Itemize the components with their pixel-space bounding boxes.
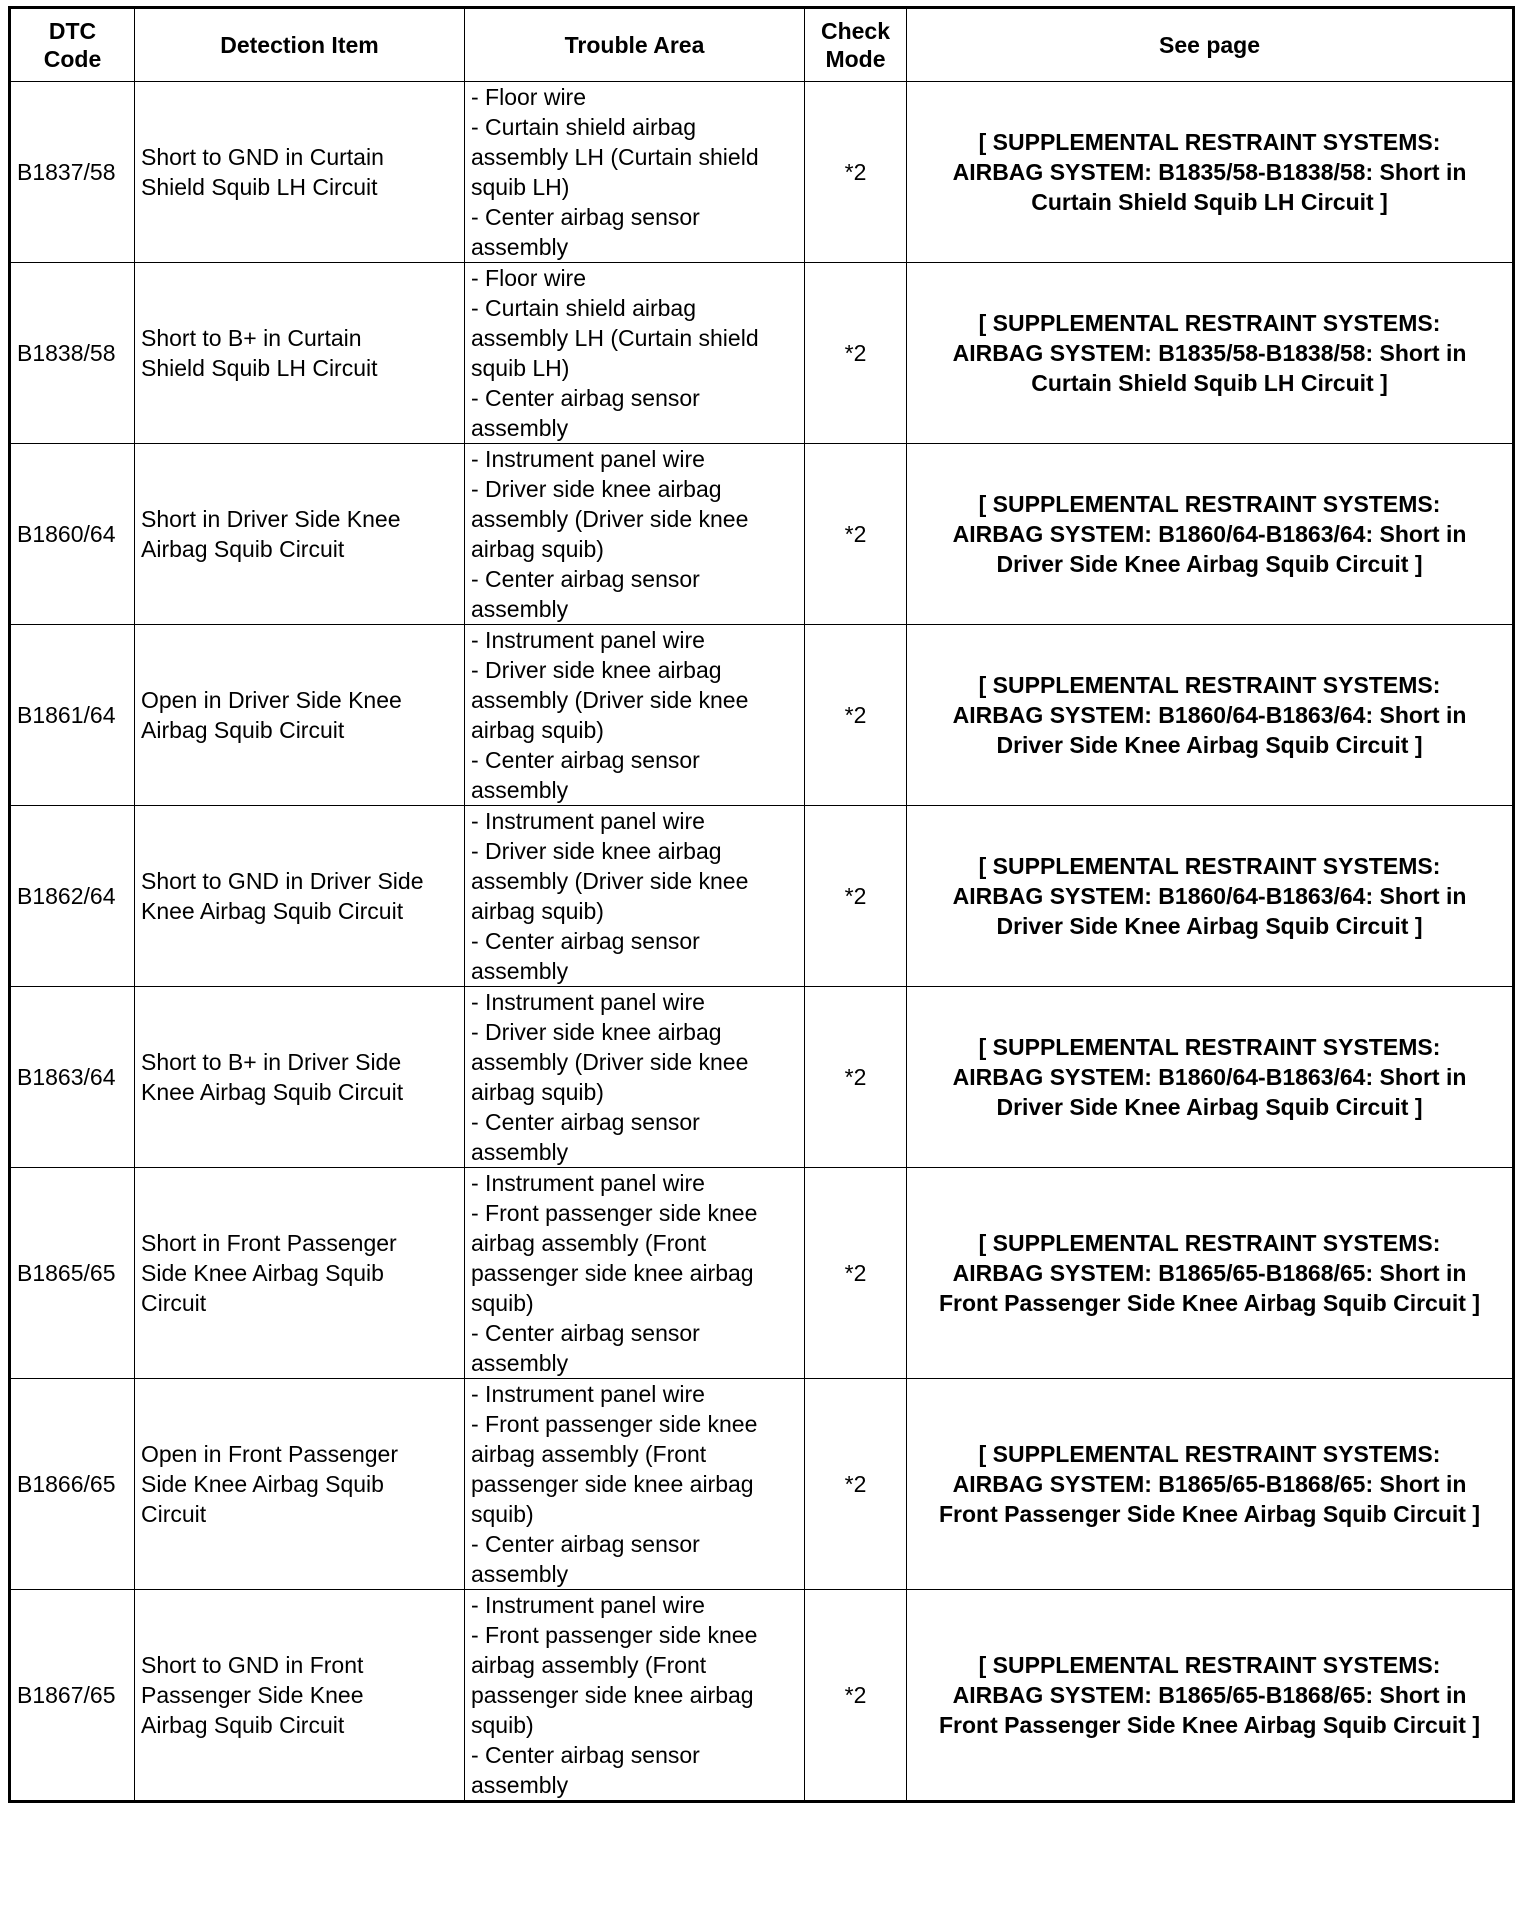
trouble-area-line: - Instrument panel wire	[471, 1170, 705, 1196]
dtc-code-cell: B1867/65	[10, 1590, 135, 1802]
trouble-area-line: assembly (Driver side knee	[471, 687, 749, 713]
header-dtc-code	[10, 8, 135, 82]
trouble-area-line: assembly	[471, 596, 569, 622]
see-page-reference-line: AIRBAG SYSTEM: B1860/64-B1863/64: Short in	[952, 521, 1467, 547]
dtc-code-cell: B1863/64	[10, 987, 135, 1168]
header-check-mode	[805, 8, 907, 82]
header-row	[10, 8, 1514, 82]
table-row	[10, 625, 1514, 806]
detection-item-cell	[135, 806, 465, 987]
trouble-area-line: - Instrument panel wire	[471, 989, 705, 1015]
dtc-code-cell: B1861/64	[10, 625, 135, 806]
header-check-mode-line-2: Mode	[825, 46, 886, 72]
dtc-table	[8, 6, 1515, 1803]
detection-item-line: Short to GND in Front	[141, 1652, 364, 1678]
trouble-area-line: assembly (Driver side knee	[471, 506, 749, 532]
detection-item-cell	[135, 1168, 465, 1379]
see-page-cell	[907, 82, 1514, 263]
detection-item-line: Airbag Squib Circuit	[141, 536, 345, 562]
trouble-area-line: airbag assembly (Front	[471, 1230, 707, 1256]
trouble-area-line: passenger side knee airbag	[471, 1471, 754, 1497]
see-page-cell	[907, 444, 1514, 625]
detection-item-line: Circuit	[141, 1290, 207, 1316]
trouble-area-line: - Floor wire	[471, 265, 587, 291]
see-page-reference-line: AIRBAG SYSTEM: B1860/64-B1863/64: Short in	[952, 883, 1467, 909]
see-page-reference-line: Driver Side Knee Airbag Squib Circuit ]	[996, 551, 1423, 577]
see-page-reference-line: [ SUPPLEMENTAL RESTRAINT SYSTEMS:	[978, 672, 1441, 698]
detection-item-line: Short to B+ in Driver Side	[141, 1049, 402, 1075]
see-page-reference-line: Front Passenger Side Knee Airbag Squib Circuit ]	[938, 1712, 1481, 1738]
trouble-area-line: - Front passenger side knee	[471, 1622, 758, 1648]
detection-item-line: Knee Airbag Squib Circuit	[141, 1079, 404, 1105]
trouble-area-line: assembly	[471, 777, 569, 803]
trouble-area-line: squib)	[471, 1290, 534, 1316]
check-mode-cell: *2	[805, 625, 907, 806]
detection-item-cell	[135, 625, 465, 806]
detection-item-line: Short in Front Passenger	[141, 1230, 397, 1256]
check-mode-cell: *2	[805, 1590, 907, 1802]
check-mode-cell: *2	[805, 82, 907, 263]
trouble-area-line: assembly	[471, 234, 569, 260]
see-page-reference-line: Driver Side Knee Airbag Squib Circuit ]	[996, 732, 1423, 758]
detection-item-line: Side Knee Airbag Squib	[141, 1471, 384, 1497]
see-page-reference-line: AIRBAG SYSTEM: B1835/58-B1838/58: Short in	[952, 159, 1467, 185]
check-mode-cell: *2	[805, 1168, 907, 1379]
trouble-area-line: - Curtain shield airbag	[471, 295, 697, 321]
detection-item-line: Short to B+ in Curtain	[141, 325, 362, 351]
see-page-reference-line: Front Passenger Side Knee Airbag Squib Circuit ]	[938, 1501, 1481, 1527]
check-mode-cell: *2	[805, 444, 907, 625]
see-page-reference-line: Driver Side Knee Airbag Squib Circuit ]	[996, 1094, 1423, 1120]
trouble-area-line: - Center airbag sensor	[471, 204, 700, 230]
detection-item-line: Shield Squib LH Circuit	[141, 174, 378, 200]
see-page-reference-line: AIRBAG SYSTEM: B1860/64-B1863/64: Short in	[952, 702, 1467, 728]
table-row	[10, 1379, 1514, 1590]
dtc-code-cell: B1862/64	[10, 806, 135, 987]
trouble-area-line: assembly (Driver side knee	[471, 1049, 749, 1075]
trouble-area-line: - Instrument panel wire	[471, 627, 705, 653]
trouble-area-line: - Driver side knee airbag	[471, 657, 722, 683]
detection-item-line: Airbag Squib Circuit	[141, 717, 345, 743]
detection-item-line: Airbag Squib Circuit	[141, 1712, 345, 1738]
see-page-cell	[907, 625, 1514, 806]
dtc-code-cell: B1837/58	[10, 82, 135, 263]
see-page-reference-line: [ SUPPLEMENTAL RESTRAINT SYSTEMS:	[978, 491, 1441, 517]
see-page-cell	[907, 1590, 1514, 1802]
trouble-area-cell	[465, 1168, 805, 1379]
trouble-area-line: assembly (Driver side knee	[471, 868, 749, 894]
dtc-code-cell: B1860/64	[10, 444, 135, 625]
trouble-area-cell	[465, 444, 805, 625]
trouble-area-line: - Front passenger side knee	[471, 1411, 758, 1437]
see-page-reference-line: [ SUPPLEMENTAL RESTRAINT SYSTEMS:	[978, 1034, 1441, 1060]
table-row	[10, 1168, 1514, 1379]
trouble-area-line: - Curtain shield airbag	[471, 114, 697, 140]
trouble-area-line: - Front passenger side knee	[471, 1200, 758, 1226]
trouble-area-line: assembly LH (Curtain shield	[471, 144, 759, 170]
trouble-area-line: - Instrument panel wire	[471, 1592, 705, 1618]
trouble-area-line: - Floor wire	[471, 84, 587, 110]
see-page-reference-line: Curtain Shield Squib LH Circuit ]	[1031, 189, 1388, 215]
trouble-area-cell	[465, 1590, 805, 1802]
trouble-area-line: - Center airbag sensor	[471, 1320, 700, 1346]
trouble-area-line: assembly	[471, 958, 569, 984]
trouble-area-line: airbag assembly (Front	[471, 1441, 707, 1467]
trouble-area-cell	[465, 987, 805, 1168]
trouble-area-line: - Center airbag sensor	[471, 928, 700, 954]
trouble-area-line: assembly	[471, 1561, 569, 1587]
table-row	[10, 1590, 1514, 1802]
see-page-reference-line: [ SUPPLEMENTAL RESTRAINT SYSTEMS:	[978, 1230, 1441, 1256]
trouble-area-cell	[465, 625, 805, 806]
trouble-area-line: airbag squib)	[471, 898, 604, 924]
trouble-area-line: - Center airbag sensor	[471, 1531, 700, 1557]
trouble-area-line: - Center airbag sensor	[471, 1742, 700, 1768]
detection-item-line: Open in Driver Side Knee	[141, 687, 402, 713]
table-row	[10, 987, 1514, 1168]
trouble-area-line: - Center airbag sensor	[471, 747, 700, 773]
trouble-area-line: - Center airbag sensor	[471, 566, 700, 592]
table-row	[10, 263, 1514, 444]
dtc-code-cell: B1838/58	[10, 263, 135, 444]
trouble-area-line: airbag squib)	[471, 717, 604, 743]
trouble-area-line: assembly	[471, 1350, 569, 1376]
detection-item-cell	[135, 1590, 465, 1802]
trouble-area-line: assembly LH (Curtain shield	[471, 325, 759, 351]
table-body	[10, 82, 1514, 1802]
see-page-reference-line: [ SUPPLEMENTAL RESTRAINT SYSTEMS:	[978, 310, 1441, 336]
detection-item-line: Short in Driver Side Knee	[141, 506, 401, 532]
header-detection-item: Detection Item	[135, 8, 465, 82]
trouble-area-line: assembly	[471, 1139, 569, 1165]
see-page-reference-line: Driver Side Knee Airbag Squib Circuit ]	[996, 913, 1423, 939]
see-page-cell	[907, 806, 1514, 987]
check-mode-cell: *2	[805, 263, 907, 444]
trouble-area-line: - Instrument panel wire	[471, 1381, 705, 1407]
detection-item-line: Short to GND in Driver Side	[141, 868, 424, 894]
dtc-code-cell: B1866/65	[10, 1379, 135, 1590]
trouble-area-line: - Driver side knee airbag	[471, 476, 722, 502]
trouble-area-line: airbag assembly (Front	[471, 1652, 707, 1678]
dtc-code-cell: B1865/65	[10, 1168, 135, 1379]
header-check-mode-line-1: Check	[820, 18, 891, 44]
trouble-area-line: airbag squib)	[471, 1079, 604, 1105]
header-dtc-code-line-2: Code	[43, 46, 102, 72]
trouble-area-line: squib)	[471, 1501, 534, 1527]
see-page-reference-line: Curtain Shield Squib LH Circuit ]	[1031, 370, 1388, 396]
see-page-reference-line: AIRBAG SYSTEM: B1865/65-B1868/65: Short in	[952, 1471, 1467, 1497]
trouble-area-line: passenger side knee airbag	[471, 1682, 754, 1708]
see-page-reference-line: AIRBAG SYSTEM: B1865/65-B1868/65: Short in	[952, 1260, 1467, 1286]
see-page-reference-line: AIRBAG SYSTEM: B1835/58-B1838/58: Short in	[952, 340, 1467, 366]
trouble-area-line: - Instrument panel wire	[471, 446, 705, 472]
header-trouble-area: Trouble Area	[465, 8, 805, 82]
table-row	[10, 806, 1514, 987]
table-header	[10, 8, 1514, 82]
see-page-cell	[907, 1168, 1514, 1379]
detection-item-line: Knee Airbag Squib Circuit	[141, 898, 404, 924]
trouble-area-line: assembly	[471, 1772, 569, 1798]
trouble-area-line: squib LH)	[471, 355, 570, 381]
detection-item-line: Side Knee Airbag Squib	[141, 1260, 384, 1286]
see-page-reference-line: AIRBAG SYSTEM: B1860/64-B1863/64: Short in	[952, 1064, 1467, 1090]
see-page-reference-line: [ SUPPLEMENTAL RESTRAINT SYSTEMS:	[978, 1652, 1441, 1678]
check-mode-cell: *2	[805, 987, 907, 1168]
see-page-reference-line: Front Passenger Side Knee Airbag Squib Circuit ]	[938, 1290, 1481, 1316]
trouble-area-line: passenger side knee airbag	[471, 1260, 754, 1286]
trouble-area-line: - Driver side knee airbag	[471, 1019, 722, 1045]
see-page-reference-line: [ SUPPLEMENTAL RESTRAINT SYSTEMS:	[978, 1441, 1441, 1467]
trouble-area-cell	[465, 82, 805, 263]
trouble-area-cell	[465, 1379, 805, 1590]
trouble-area-line: - Instrument panel wire	[471, 808, 705, 834]
see-page-reference-line: AIRBAG SYSTEM: B1865/65-B1868/65: Short in	[952, 1682, 1467, 1708]
detection-item-line: Open in Front Passenger	[141, 1441, 398, 1467]
header-dtc-code-line-1: DTC	[48, 18, 97, 44]
table-row	[10, 82, 1514, 263]
trouble-area-line: - Center airbag sensor	[471, 1109, 700, 1135]
check-mode-cell: *2	[805, 1379, 907, 1590]
detection-item-cell	[135, 444, 465, 625]
check-mode-cell: *2	[805, 806, 907, 987]
detection-item-cell	[135, 987, 465, 1168]
see-page-reference-line: [ SUPPLEMENTAL RESTRAINT SYSTEMS:	[978, 129, 1441, 155]
trouble-area-line: - Driver side knee airbag	[471, 838, 722, 864]
trouble-area-line: - Center airbag sensor	[471, 385, 700, 411]
detection-item-cell	[135, 1379, 465, 1590]
trouble-area-cell	[465, 263, 805, 444]
detection-item-cell	[135, 82, 465, 263]
trouble-area-line: assembly	[471, 415, 569, 441]
trouble-area-line: squib)	[471, 1712, 534, 1738]
detection-item-line: Shield Squib LH Circuit	[141, 355, 378, 381]
see-page-cell	[907, 263, 1514, 444]
header-see-page: See page	[907, 8, 1514, 82]
see-page-reference-line: [ SUPPLEMENTAL RESTRAINT SYSTEMS:	[978, 853, 1441, 879]
detection-item-line: Passenger Side Knee	[141, 1682, 364, 1708]
see-page-cell	[907, 987, 1514, 1168]
see-page-cell	[907, 1379, 1514, 1590]
detection-item-cell	[135, 263, 465, 444]
trouble-area-line: squib LH)	[471, 174, 570, 200]
trouble-area-cell	[465, 806, 805, 987]
table-row	[10, 444, 1514, 625]
detection-item-line: Circuit	[141, 1501, 207, 1527]
detection-item-line: Short to GND in Curtain	[141, 144, 384, 170]
trouble-area-line: airbag squib)	[471, 536, 604, 562]
